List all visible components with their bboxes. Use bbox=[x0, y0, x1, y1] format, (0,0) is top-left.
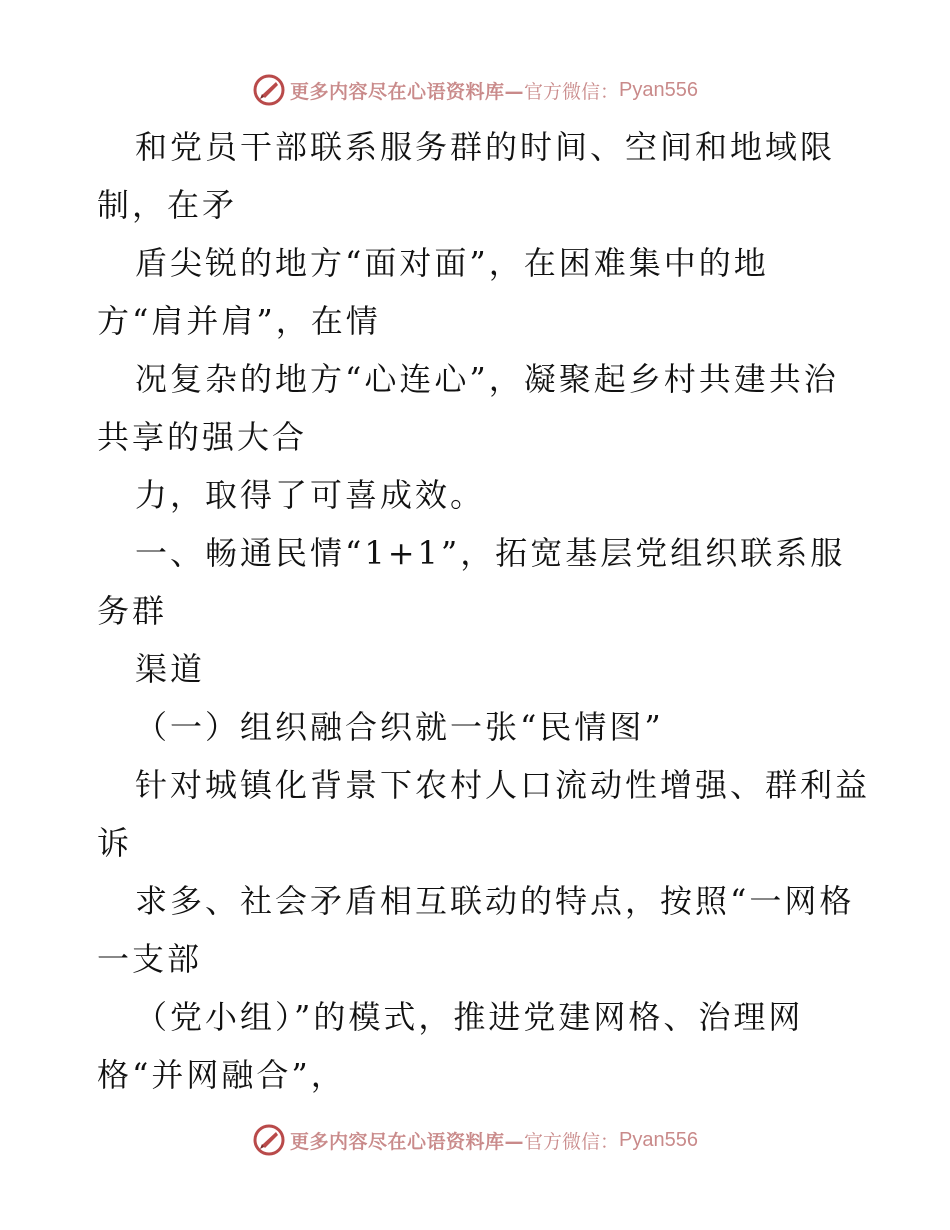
logo-icon bbox=[252, 1123, 286, 1157]
text-line: 共享的强大合 bbox=[97, 418, 308, 456]
footer-watermark-text: 更多内容尽在心语资料库— bbox=[290, 1130, 525, 1153]
text-line: 和党员干部联系服务群的时间、空间和地域限 bbox=[135, 128, 836, 166]
header-watermark bbox=[0, 70, 950, 110]
subsection-heading: （一）组织融合织就一张“民情图” bbox=[135, 708, 664, 746]
text-line: 务群 bbox=[97, 592, 168, 630]
text-line: 渠道 bbox=[135, 650, 206, 688]
text-line: 方“肩并肩”，在情 bbox=[97, 302, 381, 340]
text-line: 力，取得了可喜成效。 bbox=[135, 476, 486, 514]
text-line: 求多、社会矛盾相互联动的特点，按照“一网格 bbox=[135, 882, 855, 920]
text-line: 格“并网融合”， bbox=[97, 1056, 346, 1094]
logo-icon bbox=[252, 73, 286, 107]
section-heading: 一、畅通民情“1+1”，拓宽基层党组织联系服 bbox=[135, 534, 846, 572]
footer-wechat-id: Pyan556 bbox=[619, 1128, 698, 1151]
header-wechat-label: 官方微信： bbox=[524, 80, 620, 103]
document-body bbox=[97, 118, 887, 1104]
header-watermark-text: 更多内容尽在心语资料库— bbox=[290, 80, 525, 103]
text-line: 一支部 bbox=[97, 940, 203, 978]
text-line: （党小组）”的模式，推进党建网格、治理网 bbox=[135, 998, 804, 1036]
text-line: 诉 bbox=[97, 824, 133, 862]
footer-watermark bbox=[0, 1120, 950, 1160]
footer-wechat-label: 官方微信： bbox=[524, 1130, 620, 1153]
text-line: 盾尖锐的地方“面对面”，在困难集中的地 bbox=[135, 244, 769, 282]
text-line: 制，在矛 bbox=[97, 186, 238, 224]
text-line: 针对城镇化背景下农村人口流动性增强、群利益 bbox=[135, 766, 871, 804]
header-wechat-id: Pyan556 bbox=[619, 78, 698, 101]
text-line: 况复杂的地方“心连心”，凝聚起乡村共建共治 bbox=[135, 360, 839, 398]
